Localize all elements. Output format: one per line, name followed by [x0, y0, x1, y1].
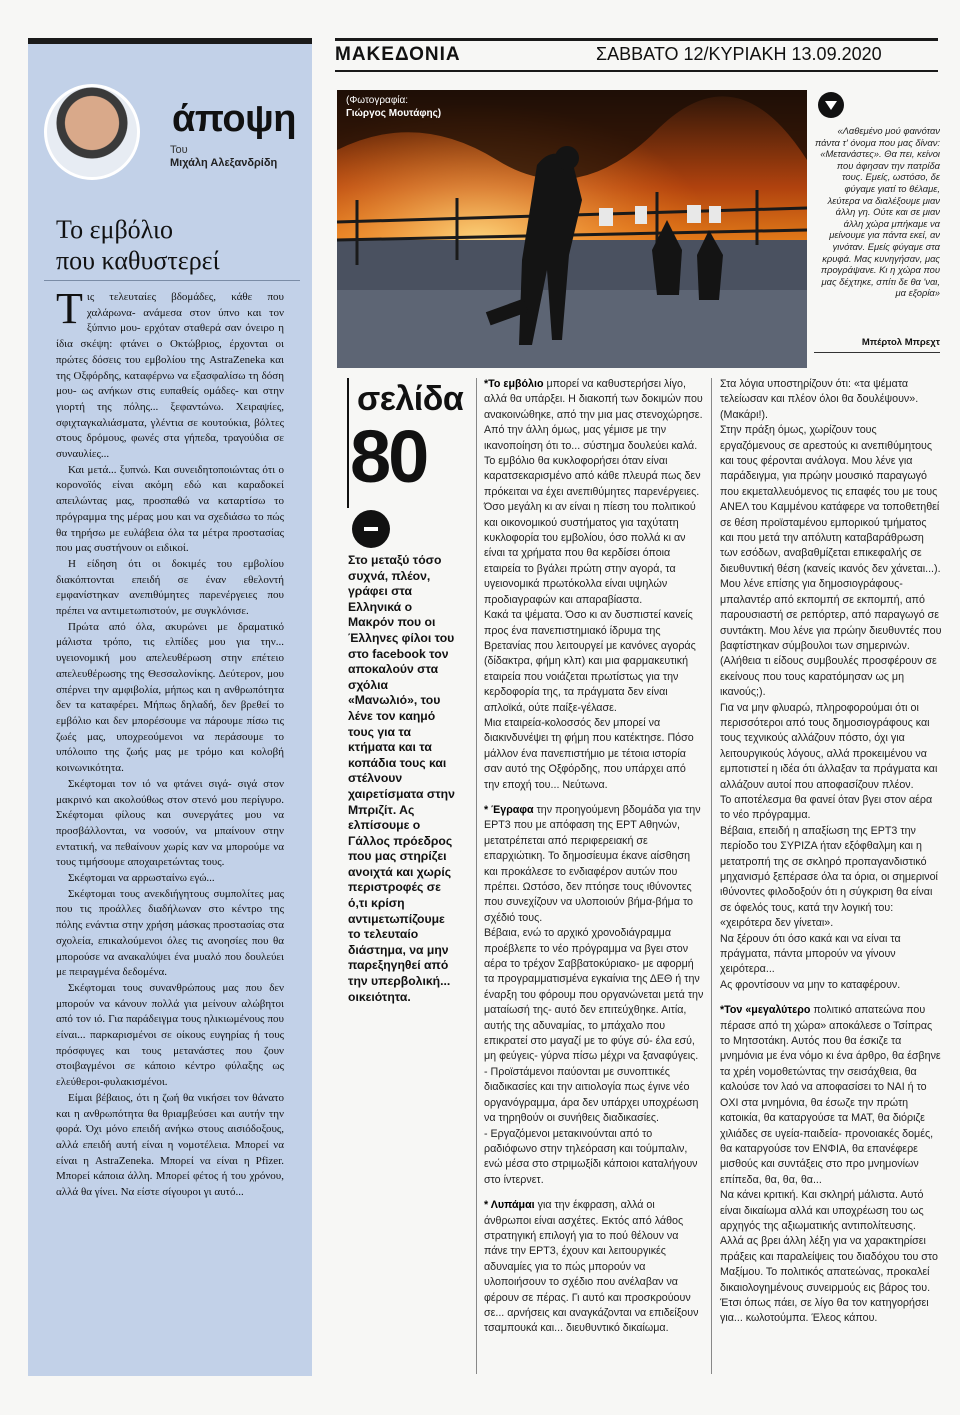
poem-author: Μπέρτολ Μπρεχτ	[861, 337, 940, 348]
column-paragraph	[484, 1198, 704, 1337]
column-divider	[476, 378, 477, 1374]
article-paragraph: Είμαι βέβαιος, ότι η ζωή θα νικήσει τον θάνατο και η ανθρωπότητα θα θριαμβεύσει και αυτήν την φορά. Όχι μόνο επειδή ανήκω στους αισιόδοξους, αλλά επειδή αυτή είναι η νομοτέλεια. Μπορεί να είναι η AstraZeneka. Μπορεί να είναι η Pfizer. Μπορεί κάποια άλλη. Μπορεί φέτος ή του χρόνου, αλλά θα γίνει. Να είστε σίγουροι γι αυτό...	[56, 1091, 284, 1199]
column-paragraph	[720, 1188, 942, 1327]
article-paragraph: Σκέφτομαι να αρρωσταίνω εγώ...	[68, 872, 215, 885]
issue-date: ΣΑΒΒΑΤΟ 12/ΚΥΡΙΑΚΗ 13.09.2020	[596, 44, 882, 64]
photo-credit-name: Γιώργος Μουτάφης)	[346, 108, 442, 119]
paragraph-text: Στα λόγια υποστηρίζουν ότι: «τα ψέματα τελείωσαν και πλέον όλοι θα δουλέψουν». (Μακάρι!).	[720, 378, 919, 421]
article-paragraph: Πρώτα από όλα, ακυρώνει με δραματικό μάλιστα τρόπο, τις ελπίδες μου για την... υγειονομική μου απελευθέρωση στην επέτειο απελευθέρωσης της Θεσσαλονίκης. Δεύτερον, μου σπέρνει την αμφιβολία, μήπως και η ανθρωπότητα δεν τα καταφέρει. Μήπως δηλαδή, δεν βρεθεί το εμβόλιο και δεν μπορέσουμε να πάρουμε πίσω τις ζωές μας, υποχρεούμενοι να περάσουμε το υπόλοιπο της ζωής μας με τρόμο και κολοβή κοινωνικότητα.	[56, 620, 284, 775]
paragraph-text: Βέβαια, επειδή η απαξίωση της ΕΡΤ3 την περίοδο του ΣΥΡΙΖΑ ήταν εξόφθαλμη και η μετατροπή της σε σκληρό προπαγανδιστικό μηχανισμό ξεπέρασε όλα τα όρια, οι σημερινοί ιθύνοντες φιλοδοξούν ότι η σύγκριση θα είναι σε όφελός τους, κατά την λογική του: «χειρότερα δεν γίνεται».	[720, 824, 938, 930]
paragraph-lead: *Τον «μεγαλύτερο	[720, 1004, 811, 1017]
column-paragraph	[484, 716, 704, 793]
column-paragraph	[484, 377, 704, 608]
paragraph-text: Για να μην φλυαρώ, πληροφορούμαι ότι οι περισσότεροι από τους δημοσιογράφους και τους τεχνικούς αλλάζουν πόστο, όχι για λειτουργικούς λόγους, αλλά προκειμένου να εμποτιστεί η ιδέα ότι άλλαξαν τα πράγματα και αλλάζουν αυτοί που αποφασίζουν πλέον.	[720, 701, 938, 791]
paragraph-text: Να κάνει κριτική. Και σκληρή μάλιστα. Αυτό είναι δικαίωμα αλλά και υποχρέωση του ως αρχηγός της αξιωματικής αντιπολίτευσης. Αλλά ας βρει άλλη λέξη για να χαρακτηρίσει πράξεις και παραλείψεις του διαδόχου του στο Μαξίμου. Το πολιτικός απατεώνας, προκαλεί δικαιολογημένους συνειρμούς εις βάρος του. Έτσι όπως πάει, σε λίγο θα τον κατηγορήσει για... κωλοτούμπα. Έλεος κάπου.	[720, 1189, 938, 1325]
column-paragraph	[720, 932, 942, 978]
newspaper-masthead: ΜΑΚΕΔΟΝΙΑ	[335, 44, 461, 65]
paragraph-text: Βέβαια, ενώ το αρχικό χρονοδιάγραμμα προέβλεπε το νέο πρόγραμμα να βγει στον αέρα το τρέχον Σαββατοκύριακο- με αφορμή τα προγραμματισμένα εγκαίνια της ΔΕΘ ή την έναρξη του φόρουμ που οργανώνεται μετά την ματαίωσή της- αυτό δεν επιτεύχθηκε. Αιτία, αυτής της αδυναμίας, το μπάχαλο που επικρατεί στο μαγαζί με το φύγε σύ- έλα εσύ, μη φεύγεις- γύρνα πίσω μέχρι να ξαναφύγεις.	[484, 927, 704, 1063]
headline-line-1: Το εμβόλιο	[56, 215, 173, 244]
paragraph-text: - Εργαζόμενοι μετακινούνται από το ραδιόφωνο στην τηλεόραση και τούμπαλιν, ενώ μέσα στο στριμωξίδι κάποιοι καταλήγουν στο ίντερνετ.	[484, 1127, 698, 1186]
paragraph-text: την προηγούμενη βδομάδα για την ΕΡΤ3 που με απόφαση της ΕΡΤ Αθηνών, μετατρέπεται από περιφερειακή σε επαρχιώτικη. Το δημοσίευμα έκανε αίσθηση και προκάλεσε το ενδιαφέρον αυτών που πρέπει. Ωστόσο, δεν πτόησε τους ιθύνοντες που συνεχίζουν να υλοποιούν βήμα-βήμα το σχέδιό τους.	[484, 803, 701, 924]
paragraph-text: για την έκφραση, αλλά οι άνθρωποι είναι ασχέτες. Εκτός από λάθος στρατηγική επιλογή για το πού θέλουν να πάνε την ΕΡΤ3, έχουν και λειτουργικές αδυναμίες για το πώς μπορούν να υλοποιήσουν το σχέδιο που ανέλαβαν να φέρουν σε πέρας. Γι αυτό και προσκρούουν σε... αρνήσεις και αναγκάζονται να επιδείξουν τσαμπουκά και... διευθυντικό δικαίωμα.	[484, 1199, 699, 1335]
column-paragraph	[720, 577, 942, 700]
column-paragraph	[720, 701, 942, 793]
author-name: Μιχάλη Αλεξανδρίδη	[170, 157, 278, 169]
paragraph-text: Να ξέρουν ότι όσο κακά και να είναι τα πράγματα, πάντα μπορούν να γίνουν χειρότερα...	[720, 932, 901, 976]
paragraph-lead: *Το εμβόλιο	[484, 378, 544, 390]
column-paragraph	[720, 1003, 942, 1188]
paragraph-lead: * Λυπάμαι	[484, 1199, 535, 1212]
paragraph-text: Μου λένε επίσης για δημοσιογράφους-μπαλαντέρ από εκπομπή σε εκπομπή, από παρουσιαστή σε ρεπόρτερ, από παραγωγό σε συντάκτη. Μου λένε για πρώην διευθυντές που βαφτίστηκαν σύμβουλοι των σημερινών. (Αλήθεια τι είδους συμβουλές προσφέρουν σε εκείνους που τους καρατόμησαν ως μη ικανούς;).	[720, 578, 942, 699]
page-label: σελίδα	[357, 380, 464, 418]
news-photo	[337, 90, 807, 368]
paragraph-text: πολιτικό απατεώνα που πέρασε από τη χώρα» αποκάλεσε ο Τσίπρας το Μητσοτάκη. Αυτός που θα έσκιζε τα μνημόνια με ένα νόμο κι ένα άρθρο, θα έσβηνε τα χρέη νομοθετώντας την σεισάχθεια, θα καλούσε τον λαό να αποφασίσει το ΝΑΙ ή το ΟΧΙ στα μνημόνια, θα έσωζε την πρώτη κατοικία, θα καταργούσε τα ΜΑΤ, θα διόριζε χιλιάδες σε υγεία-παιδεία- προνοιακές δομές, θα καταργούσε τον ΕΝΦΙΑ, θα επανέφερε μισθούς και συντάξεις στο προ μνημονίων επίπεδα, θα, θα, θα...	[720, 1004, 941, 1186]
column-paragraph	[720, 793, 942, 824]
page-number: 80	[350, 415, 427, 498]
header-top-rule	[335, 38, 938, 41]
opinion-section-title: άποψη	[172, 98, 296, 140]
headline-line-2: που καθυστερεί	[56, 246, 220, 275]
photo-credit-label: (Φωτογραφία:	[346, 95, 409, 106]
page-column-text: Στο μεταξύ τόσο συχνά, πλέον, γράφει στα Ελληνικά ο Μακρόν που οι Έλληνες φίλοι του στο facebook τον αποκαλούν στα σχόλια «Μανωλιό», του λένε τον καημό τους για τα κτήματα και τα κοπάδια τους και στέλνουν χαιρετίσματα στην Μπριζίτ. Ας ελπίσουμε ο Γάλλος πρόεδρος που μας στηρίζει ανοιχτά και χωρίς περιστροφές σε ό,τι κρίση αντιμετωπίζουμε το τελευταίο διάστημα, να μην παρεξηγηθεί από την υπερβολική... οικειότητα.	[348, 553, 455, 1004]
author-avatar	[44, 84, 140, 180]
opinion-article-body	[56, 284, 284, 1201]
paragraph-text: μπορεί να καθυστερήσει λίγο, αλλά θα υπάρξει. Η διακοπή των δοκιμών που ανακοινώθηκε, από την μια μας στενοχώρησε. Από την άλλη όμως, μας γέμισε με την ικανοποίηση ότι το... σύστημα δουλεύει καλά. Το εμβόλιο θα κυκλοφορήσει όταν είναι καρατσεκαρισμένο από κάθε πλευρά πως δεν πρόκειται να έχει ανεπιθύμητες παρενέργειες. Όσο μεγάλη κι αν είναι η πίεση του πολιτικού και οικονομικού συστήματος για ταχύτατη κυκλοφορία του εμβολίου, όσο πολλά κι αν είναι τα χρήματα που θα κερδίσει όποια εταιρεία το βγάλει πρώτη στην αγορά, τα υγειονομικά πρωτόκολλα είναι υψηλών προδιαγραφών και απαραβίαστα.	[484, 378, 703, 606]
column-middle	[484, 377, 704, 1337]
article-paragraph: Η είδηση ότι οι δοκιμές του εμβολίου διακόπτονται επειδή σε έναν εθελοντή εμφανίστηκαν ανεπιθύμητες παρενέργειες που πρέπει να αντιμετωπιστούν, με συγκλόνισε.	[56, 557, 284, 618]
column-paragraph	[720, 377, 942, 423]
column-right	[720, 377, 942, 1327]
poem-divider	[814, 352, 940, 353]
column-paragraph	[484, 1127, 704, 1189]
article-paragraph: Σκέφτομαι τον ιό να φτάνει σιγά- σιγά στον μακρινό και ακολούθως στον στενό μου περίγυρο. Σκέφτομαι φίλους και συνεργάτες μου να προσβάλλονται, να νοσούν, να μπαίνουν στην εντατική, να πεθαίνουν χωρίς καν να μπορούμε να τους τιμήσουμε αποχαιρετώντας τους.	[56, 777, 284, 869]
poem-quote: «Λαθεμένο μού φαινόταν πάντα τ' όνομα που μας δίναν: «Μετανάστες». Θα πει, κείνοι που άφησαν την πατρίδα τους. Εμείς, ωστόσο, δε φύγαμε γιατί το θέλαμε, λεύτερα να διαλέξουμε μιαν άλλη γη. Ούτε και σε μιαν άλλη χώρα μπήκαμε να μείνουμε για πάντα εκεί, αν γινόταν. Εμείς φύγαμε στα κρυφά. Μας κυνηγήσαν, μας προγράψανε. Κι η χώρα που μας δέχτηκε, σπίτι δε θα 'ναι, μα εξορία»	[815, 125, 940, 299]
photo-fire-scene	[337, 90, 807, 368]
article-paragraph: Σκέφτομαι τους συνανθρώπους μας που δεν μπορούν να κάνουν πολλά για μείνουν αλώβητοι από τον ιό. Για παράδειγμα τους ηλικιωμένους που είναι... παρκαρισμένοι σε οίκους ευγηρίας ή τους πρόσφυγες και τους μετανάστες που ζουν στοιβαγμένοι σε κάποιο κέντρο φύλαξης ως ελεύθεροι-φυλακισμένοι.	[56, 981, 284, 1089]
article-paragraph: Σκέφτομαι τους ανεκδιήγητους συμπολίτες μας που τις προάλλες διαδήλωναν στο κέντρο της πόλης ενάντια στην χρήση μάσκας προστασίας στα σχολεία, επικαλούμενοι όλες τις ανοησίες που θα μπορούσε να ανακαλύψει ένα μυαλό που δουλεύει με πειραγμένα δεδομένα.	[56, 887, 284, 979]
article-paragraph: Και μετά... ξυπνώ. Και συνειδητοποιώντας ότι ο κορονοϊός είναι ακόμη εδώ και καραδοκεί απειλώντας μας, προσπαθώ να καταρτίσω το πρόγραμμα της μέρας μου και να σχεδιάσω το πώς θα τηρήσω με ευλάβεια όλα τα μέτρα προστασίας που μας συστήνουν οι ειδικοί.	[56, 463, 284, 555]
triangle-down-icon	[818, 92, 844, 118]
paragraph-text: Κακά τα ψέματα. Όσο κι αν δυσπιστεί κανείς προς ένα πανεπιστημιακό ίδρυμα της Βρετανίας που λειτουργεί με κανόνες αγοράς (δίδακτρα, φήμη κλπ) και μια φαρμακευτική εταιρεία που νοιάζεται πρωτίστως για την κερδοφορία της, τα πράγματα δεν είναι απλοϊκά, ούτε παίξε-γέλασε.	[484, 609, 696, 714]
header-bottom-rule	[335, 70, 938, 72]
minus-icon	[352, 510, 390, 548]
column-paragraph	[484, 803, 704, 926]
article-headline	[56, 214, 306, 276]
column-paragraph	[720, 978, 942, 993]
column-paragraph	[484, 1065, 704, 1127]
headline-divider	[44, 280, 300, 281]
byline-prefix: Του	[170, 144, 188, 156]
column-paragraph	[720, 423, 942, 577]
article-paragraph: Τις τελευταίες βδομάδες, κάθε που χαλάρωνα- ανάμεσα στον ύπνο και τον ξύπνιο μου- ερχόταν σταθερά σαν όνειρο η ίδια σκέψη: φτάνει ο Οκτώβριος, έρχονται οι πρώτες δόσεις του εμβολίου της AstraZeneka και της Οξφόρδης, καταφέρνω να εξασφαλίσω τη δόση μου- ως ανήκων στις ευπαθείς ομάδες- και στην γιορτή της πόλης... ξεφαντώνω. Χειραψίες, σφιχταγκαλιάσματα, γλέντια σε κουτούκια, βόλτες στους δρόμους, φωνές στα γήπεδα, τραγούδια σε συναυλίες...	[56, 284, 284, 461]
opinion-column-top-rule	[28, 38, 312, 44]
paragraph-text: Μια εταιρεία-κολοσσός δεν μπορεί να διακινδυνέψει τη φήμη που κατέκτησε. Πόσο μάλλον ένα πανεπιστήμιο με τέτοια ιστορία σαν αυτό της Οξφόρδης, που υπάρχει από την εποχή του... Νεύτωνα.	[484, 716, 694, 791]
paragraph-text: Το αποτέλεσμα θα φανεί όταν βγει στον αέρα το νέο πρόγραμμα.	[720, 793, 933, 822]
paragraph-text: Ας φροντίσουν να μην το καταφέρουν.	[720, 978, 901, 991]
paragraph-lead: * Έγραφα	[484, 803, 534, 816]
paragraph-text: - Προϊστάμενοι παύονται με συνοπτικές διαδικασίες και την αιτιολογία πως έγινε νέο οργανόγραμμα, άρα δεν υπάρχει υποχρέωση να τηρηθούν οι συνήθεις διαδικασίες.	[484, 1065, 699, 1125]
column-paragraph	[720, 824, 942, 932]
paragraph-text: Στην πράξη όμως, χωρίζουν τους εργαζόμενους σε αρεστούς κι ανεπιθύμητους και τους φέρονται ανάλογα. Μου λένε για παράδειγμα, για πρώην μουσικό παραγωγό που εκμεταλλευόμενος τις επαφές του με τους ΑΝΕΛ του Καμμένου κατάφερε να τοποθετηθεί σε θέση προϊσταμένου εμπορικού τμήματος και που μετά την απόλυτη καταβαράθρωση των εσόδων, αναβαθμίζεται επικεφαλής σε διευθυντική θέση (κανείς ικανός δεν χάνεται...).	[720, 424, 941, 575]
column-paragraph	[484, 608, 704, 716]
column-paragraph	[484, 926, 704, 1065]
column-divider	[711, 378, 712, 1374]
